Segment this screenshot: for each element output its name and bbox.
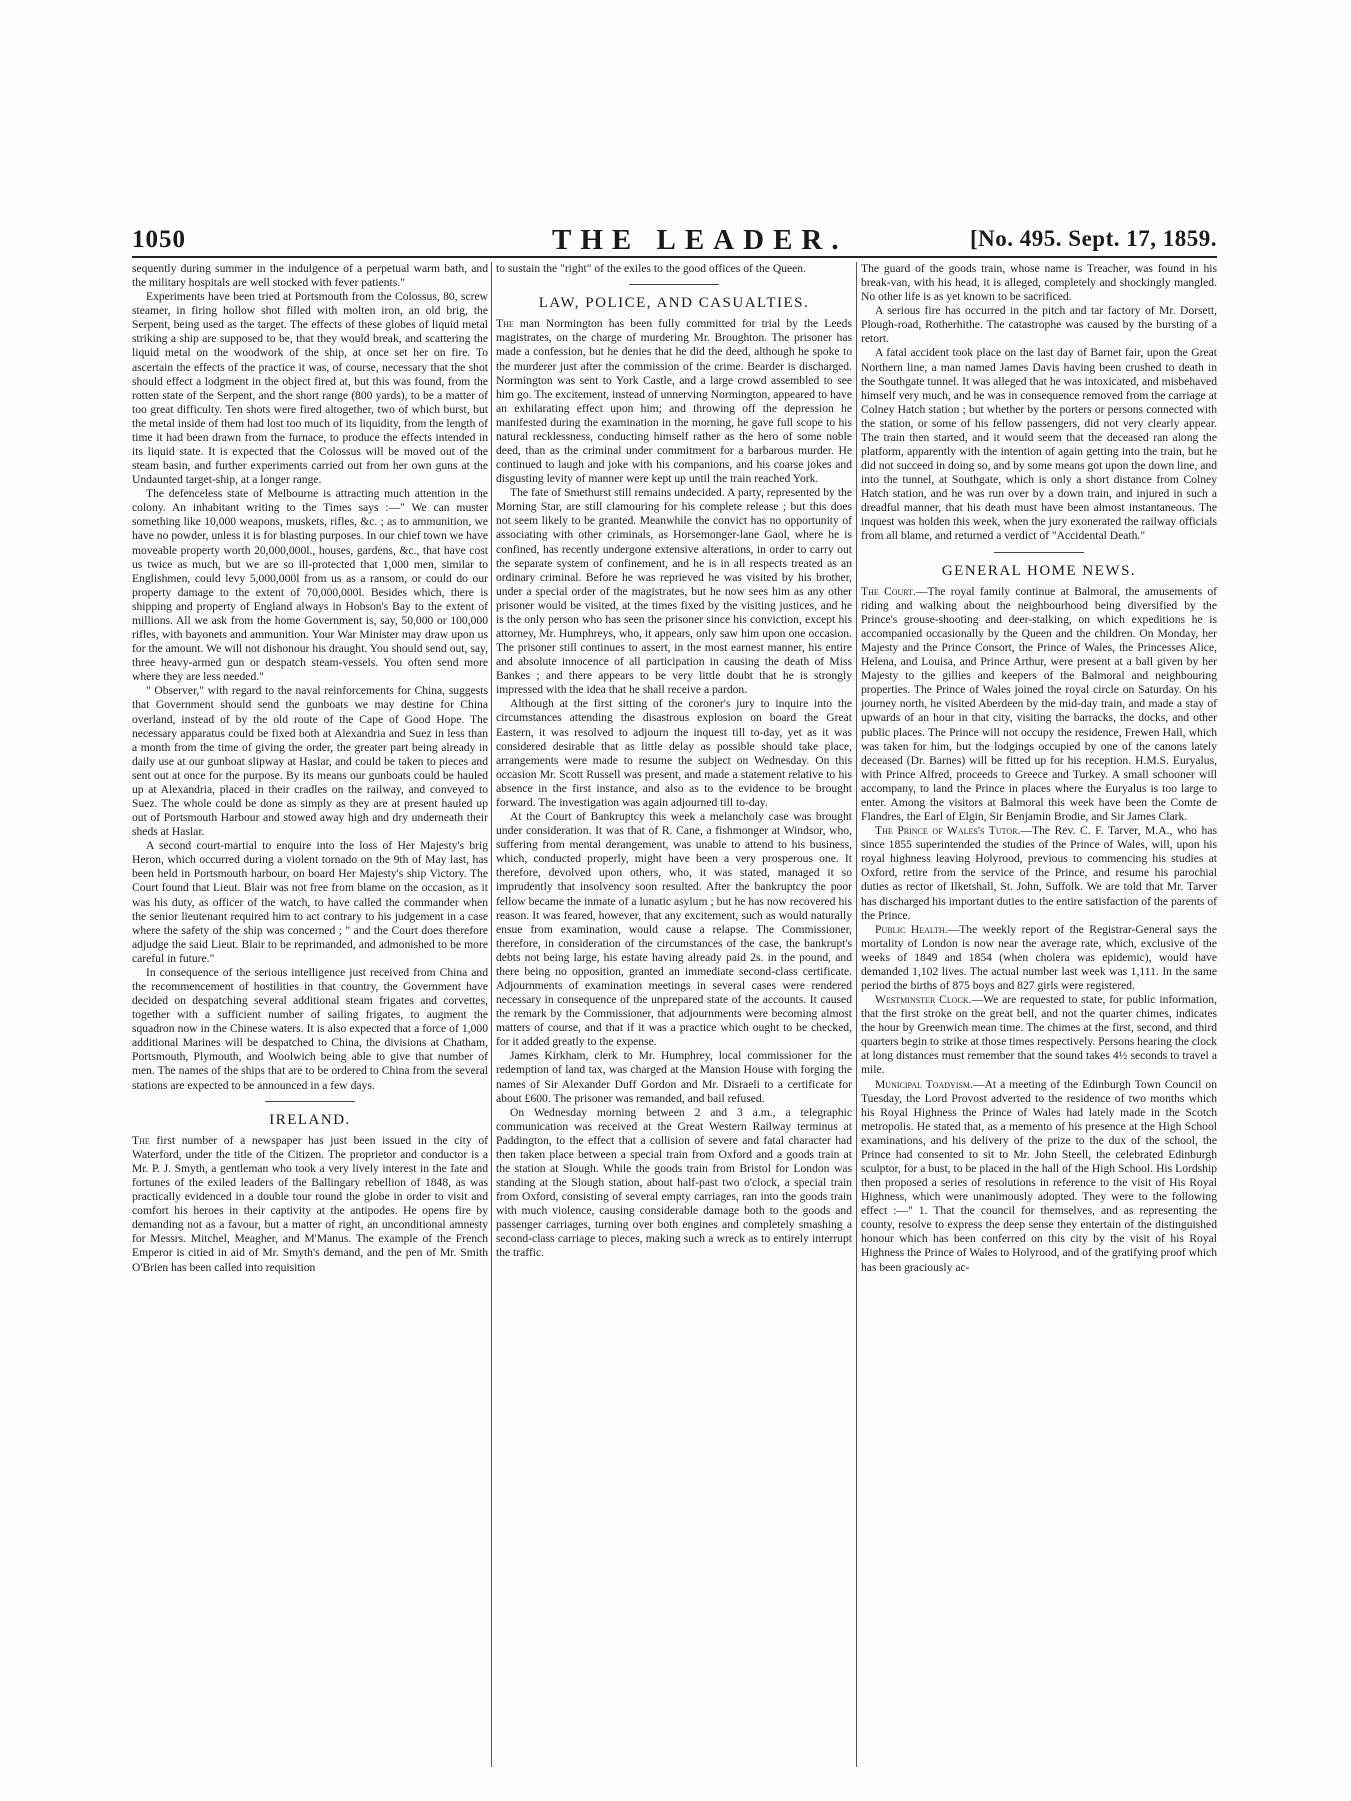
column-1 [132,262,488,1772]
column-2 [496,262,852,1772]
paragraph: " Observer," with regard to the naval reinforcements for China, suggests that Government should send the gunboats we may destine for China overland, instead of by the old route of the Cape of Good Hope. The necessary apparatus could be fixed both at Alexandria and Suez in less than a month from the time of giving the order, the greater part being already in daily use at our gunboat slipway at Haslar, and could be taken to pieces and sent out at once for the purpose. By its means our gunboats could be hauled up at Alexandria, placed in their cradles on the railway, and conveyed to Suez. The whole could be done as simply as they are at present hauled up out of Portsmouth Harbour and stowed away high and dry underneath their sheds at Haslar. [132,684,488,839]
section-heading-ireland: IRELAND. [269,1111,351,1128]
paragraph [861,585,1217,824]
section-divider [629,284,719,285]
paragraph-text: —We are requested to state, for public information, that the first stroke on the great bell, and not the quarter chimes, indicates the hour by Greenwich mean time. The chimes at the first, second, and third quarters begin to strike at those times respectively. Persons hearing the clock at long distances must remember that the sound takes 4½ seconds to travel a mile. [861,993,1217,1077]
paragraph: At the Court of Bankruptcy this week a melancholy case was brought under consideration. It was that of R. Cane, a fishmonger at Windsor, who, suffering from mental derangement, was unable to attend to his business, which, conducted properly, might have been a very prosperous one. It therefore, devolved upon others, who, it was stated, managed it so imprudently that insolvency soon resulted. After the bankruptcy the poor fellow became the inmate of a lunatic asylum ; but he has now recovered his reason. It was feared, however, that any excitement, such as would naturally ensue from examination, would cause a relapse. The Commissioner, therefore, in consideration of the circumstances of the case, the bankrupt's debts not being large, his estate having already paid 2s. in the pound, and there being no opposition, granted an immediate second-class certificate. Adjournments of examination meetings in several cases were rendered necessary in consequence of the unprepared state of the accounts. It caused the remark by the Commissioner, that adjournments were becoming almost matters of course, and that if it was a practice which ought to be checked, for it added greatly to the expense. [496,810,852,1049]
paragraph-text: first number of a newspaper has just been issued in the city of Waterford, under the title of the Citizen. The proprietor and conductor is a Mr. P. J. Smyth, a gentleman who took a very lively interest in the fate and fortunes of the exiled leaders of the Ballingary rebellion of 1848, as was practically evidenced in a double tour round the globe in order to visit and comfort his heroes in their captivity at the antipodes. He opens fire by demanding not as a favour, but a matter of right, an unconditional amnesty for Messrs. Mitchel, Meagher, and M'Manus. The example of the French Emperor is citied in aid of Mr. Smyth's demand, and the pen of Mr. Smith O'Brien has been called into requisition [132,1133,488,1274]
section-heading-law: LAW, POLICE, AND CASUALTIES. [538,295,810,312]
paragraph [861,824,1217,923]
paragraph: The defenceless state of Melbourne is attracting much attention in the colony. An inhabitant writing to the Times says :—" We can muster something like 10,000 weapons, muskets, rifles, &c. ; as to ammunition, we have no powder, unless it is for blasting purposes. In our chief town we have moveable property worth 20,000,000l., houses, gardens, &c., that have cost us twice as much, but we are so ill-protected that 1,000 men, similar to Englishmen, could levy 5,000,000l from us as a ransom, or could do our property damage to the extent of 70,000,000l. Besides which, there is shipping and property of England always in Hobson's Bay to the extent of millions. All we ask from the home Government is, say, 50,000 or 100,000 rifles, with bayonets and ammunition. Your War Minister may draw upon us for the amount. We will not dishonour his draught. You should send out, say, three heavy-armed gun or despatch steam-vessels. You often send more where they are less needed." [132,487,488,684]
paragraph-text: —The weekly report of the Registrar-General says the mortality of London is now near the average rate, which, exclusive of the weeks of 1849 and 1854 (when cholera was epidemic), would have demanded 1,102 lives. The actual number last week was 1,111. In the same period the births of 875 boys and 827 girls were registered. [861,922,1217,992]
paragraph: Although at the first sitting of the coroner's jury to inquire into the circumstances attending the disastrous explosion on board the Great Eastern, it was resolved to adjourn the inquest till to-day, yet as it was considered desirable that as little delay as possible should take place, arrangements were made to resume the subject on Wednesday. On this occasion Mr. Scott Russell was present, and made a statement relative to his absence in the first instance, and also as to the evidence to be brought forward. The investigation was again adjourned till to-day. [496,697,852,809]
paragraph: The fate of Smethurst still remains undecided. A party, represented by the Morning Star, are still clamouring for his complete release ; but this does not seem likely to be granted. Meanwhile the convict has no opportunity of associating with other criminals, as Horsemonger-lane Gaol, where he is confined, has recently undergone extensive alterations, in order to carry out the separate system of confinement, and he is in all respects treated as an ordinary criminal. Before he was reprieved he was visited by his brother, under a special order of the magistrates, but he now sees him as any other prisoner would be visited, at the times fixed by the visiting justices, and he is the only person who has seen the prisoner since his conviction, except his attorney, Mr. Humphreys, who, it appears, only saw him upon one occasion. The prisoner still continues to assert, in the most earnest manner, his entire and absolute innocence of all participation in causing the death of Miss Bankes ; and there appears to be very little doubt that he is strongly impressed with the idea that he shall receive a pardon. [496,486,852,697]
newspaper-title: THE LEADER. [552,224,848,256]
column-divider [856,262,857,1767]
paragraph-text: —The Rev. C. F. Tarver, M.A., who has since 1855 superintended the studies of the Prince of Wales, will, upon his royal highness leaving Holyrood, previous to commencing his studies at Oxford, retire from the service of the Prince, and resume his parochial duties as rector of Ilketshall, St. John, Suffolk. We are told that Mr. Tarver has discharged his important duties to the entire satisfaction of the parents of the Prince. [861,824,1217,922]
paragraph: A second court-martial to enquire into the loss of Her Majesty's brig Heron, which occurred during a violent tornado on the 9th of May last, has been held in Portsmouth harbour, on board Her Majesty's ship Victory. The Court found that Lieut. Blair was not free from blame on the occasion, as it was his duty, as officer of the watch, to have called the commander when the senior lieutenant required him to act contrary to his judgement in a case where the safety of the ship was concerned ; " and the Court does therefore adjudge the said Lieut. Blair to be reprimanded, and admonished to be more careful in future." [132,839,488,965]
paragraph: A serious fire has occurred in the pitch and tar factory of Mr. Dorsett, Plough-road, Rotherhithe. The catastrophe was caused by the bursting of a retort. [861,304,1217,346]
paragraph [861,993,1217,1077]
paragraph: On Wednesday morning between 2 and 3 a.m., a telegraphic communication was received at the Great Western Railway terminus at Paddington, to the effect that a collision of severe and fatal character had then taken place between a special train from Oxford and a goods train at the station at Slough. While the goods train from Bristol for London was standing at the Slough station, about half-past two o'clock, a special train from Oxford, consisting of several empty carriages, ran into the goods train with much violence, causing considerable damage both to the goods and passenger carriages, turning over both engines and completely smashing a second-class carriage to pieces, making such a wreck as to entirely interrupt the traffic. [496,1105,852,1260]
lead-word: Municipal Toadyism. [875,1077,973,1091]
issue-date: [No. 495. Sept. 17, 1859. [970,226,1217,251]
paragraph: James Kirkham, clerk to Mr. Humphrey, local commissioner for the redemption of land tax, was charged at the Mansion House with forging the names of Sir Alexander Duff Gordon and Mr. Disraeli to a certificate for about £600. The prisoner was remanded, and bail refused. [496,1049,852,1105]
lead-word: The [496,317,514,331]
paragraph [496,317,852,486]
paragraph: sequently during summer in the indulgence of a perpetual warm bath, and the military hospitals are well stocked with fever patients." [132,262,488,290]
lead-word: Public Health. [875,922,948,936]
column-divider [491,262,492,1767]
lead-word: The Prince of Wales's Tutor. [875,824,1021,838]
lead-word: Westminster Clock. [875,993,972,1007]
paragraph-text: —At a meeting of the Edinburgh Town Council on Tuesday, the Lord Provost adverted to the residence of two months which his Royal Highness the Prince of Wales had lately made in the Scotch metropolis. He stated that, as a memento of his presence at the High School examinations, and his delivery of the prize to the dux of the school, the Prince had consented to sit to Mr. John Steell, the celebrated Edinburgh sculptor, for a bust, to be placed in the hall of the High School. His Lordship then proposed a series of resolutions in reference to the visit of His Royal Highness, which were unanimously adopted. They were to the following effect :—" 1. That the council for themselves, and as representing the county, resolve to express the deep sense they entertain of the distinguished honour which has been conferred on this city by the visit of his Royal Highness the Prince of Wales to Holyrood, and of the gratifying proof which has been graciously ac- [861,1077,1217,1274]
page-number: 1050 [132,226,186,253]
masthead [132,226,1217,258]
paragraph [861,923,1217,993]
paragraph-text: —The royal family continue at Balmoral, the amusements of riding and walking about the neighbourhood being diversified by the Prince's grouse-shooting and deer-stalking, on which expeditions he is accompanied occasionally by the Queen and the children. On Monday, her Majesty and the Prince Consort, the Prince of Wales, the Princesses Alice, Helena, and Louisa, and Prince Arthur, were present at a ball given by her Majesty to the gillies and keepers of the Balmoral and neighbouring properties. The Prince of Wales joined the royal circle on Saturday. On his journey north, he visited Aberdeen by the mid-day train, and made a stay of upwards of an hour in that city, visiting the barracks, the docks, and other public places. The Prince will not occupy the residence, Frewen Hall, which was taken for him, but the lodgings occupied by one of the canons lately deceased (Dr. Barnes) will be fitted up for his reception. H.M.S. Euryalus, with Prince Alfred, proceeds to Greece and Turkey. A small schooner will accompany, to land the Prince in places where the Euryalus is too large to enter. Among the visitors at Balmoral this week have been the Comte de Flandres, the Earl of Elgin, Sir Benjamin Brodie, and Sir James Clark. [861,584,1217,824]
column-3 [861,262,1217,1772]
paragraph: Experiments have been tried at Portsmouth from the Colossus, 80, screw steamer, in firing hollow shot filled with molten iron, an old brig, the Serpent, being used as the target. The effects of these globes of liquid metal striking a ship are supposed to be, that they would break, and scattering the liquid metal on the woodwork of the ship, at once set her on fire. To ascertain the effects of the practice it was, of course, necessary that the shot should effect a lodgment in the object fired at, but this was found, from the rotten state of the Serpent, and the short range (800 yards), to be a matter of too great difficulty. Ten shots were fired altogether, two of which burst, but the metal inside of them had lost too much of its liquidity, from the length of time it had been drawn from the furnace, to produce the effects intended in its liquid state. It is expected that the Colossus will be moved out of the steam basin, and further experiments carried out from her own guns at the Undaunted target-ship, at a longer range. [132,290,488,487]
paragraph-text: man Normington has been fully committed for trial by the Leeds magistrates, on the charge of murdering Mr. Broughton. The prisoner has made a confession, but he denies that he did the deed, although he spoke to the murderer just after the commission of the crime. Bearder is discharged. Normington was sent to York Castle, and a large crowd assembled to see him go. The excitement, instead of unnerving Normington, appeared to have an exhilarating effect upon him; and throwing off the depression he manifested during the examination in the morning, he gave full scope to his natural recklessness, conducting himself rather as the hero of some noble deed, than as the criminal under commitment for a barbarous murder. He continued to laugh and joke with his companions, and his coarse jokes and disgusting levity of manner were kept up until the train reached York. [496,317,852,486]
section-divider [994,552,1084,553]
section-divider [265,1101,355,1102]
lead-word: The [132,1133,150,1147]
paragraph [132,1134,488,1275]
paragraph [861,1078,1217,1275]
paragraph: to sustain the "right" of the exiles to the good offices of the Queen. [496,262,806,275]
paragraph: A fatal accident took place on the last day of Barnet fair, upon the Great Northern line, a man named James Davis having been crushed to death in the Southgate tunnel. It was alleged that he was intoxicated, and misbehaved himself very much, and he was in consequence removed from the carriage at Colney Hatch station ; but whether by the porters or persons connected with the station, or some of his fellow passengers, did not very clearly appear. The train then started, and it would seem that the deceased ran along the platform, apparently with the intention of again getting into the train, but he did not succeed in doing so, and by some means got upon the down line, and into the tunnel, at Southgate, which is only a short distance from Colney Hatch station, and he was run over by a down train, and injured in such a dreadful manner, that his death must have been almost instantaneous. The inquest was holden this week, when the jury exonerated the railway officials from all blame, and returned a verdict of "Accidental Death." [861,346,1217,543]
paragraph: In consequence of the serious intelligence just received from China and the recommencement of hostilities in that country, the Government have decided on despatching several additional steam frigates and corvettes, together with a sufficient number of sailing frigates, to augment the squadron now in the Chinese waters. It is also expected that a force of 1,000 additional Marines will be despatched to China, the divisions at Chatham, Portsmouth, Plymouth, and Woolwich being able to give that number of men. The names of the ships that are to be ordered to China from the several stations are expected to be announced in a few days. [132,965,488,1092]
paragraph: The guard of the goods train, whose name is Treacher, was found in his break-van, with his head, it is alleged, completely and shockingly mangled. No other life is as yet known to be sacrificed. [861,262,1217,304]
lead-word: The Court. [861,584,916,598]
section-heading-home-news: GENERAL HOME NEWS. [941,562,1137,579]
